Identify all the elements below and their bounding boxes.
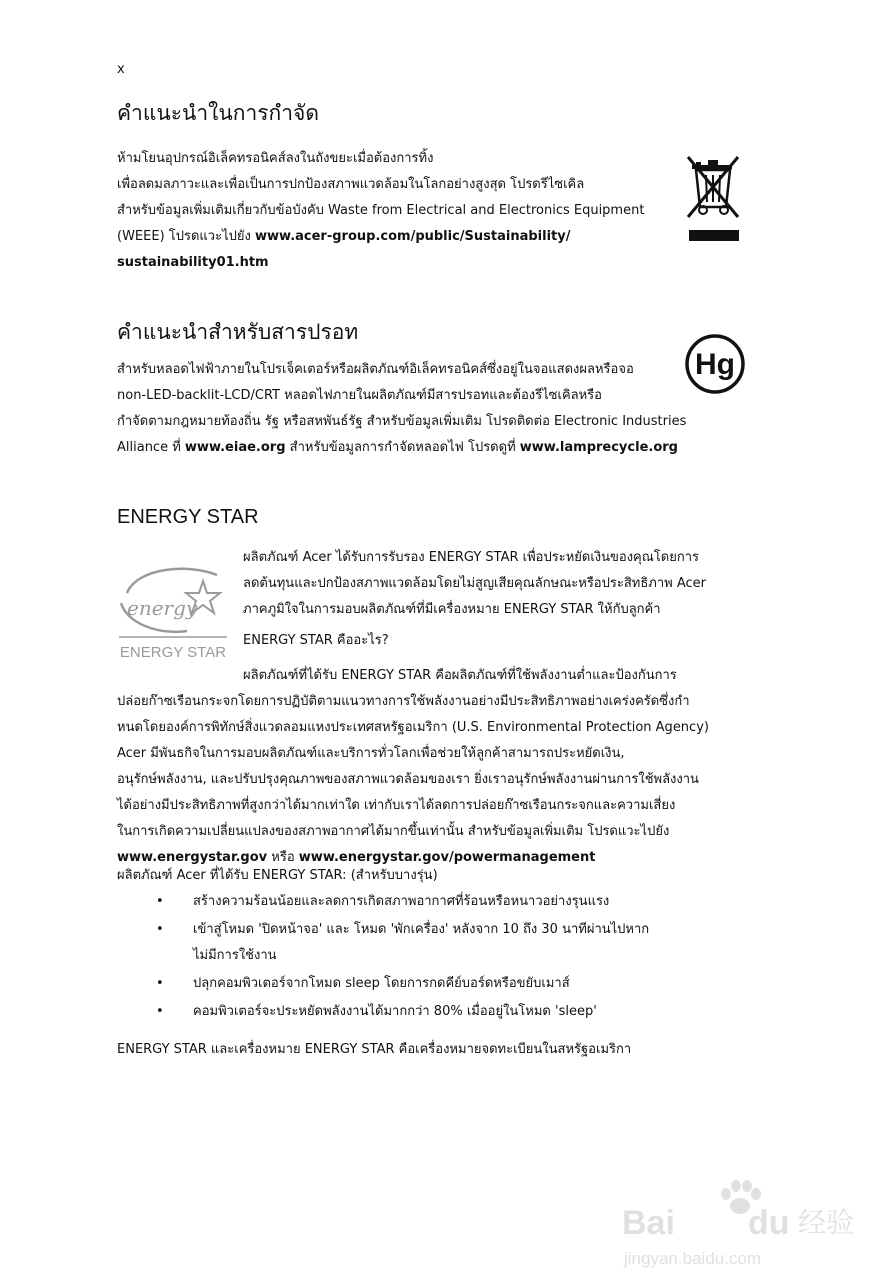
energy-bullet-list — [150, 889, 649, 1027]
list-item-text: คอมพิวเตอร์จะประหยัดพลังงานได้มากกว่า 80% เมื่ออยู่ในโหมด 'sleep' — [193, 1004, 597, 1019]
mercury-title: คำแนะนำสำหรับสารปรอท — [117, 320, 359, 344]
energy-footer-note: ENERGY STAR และเครื่องหมาย ENERGY STAR คือเครื่องหมายจดทะเบียนในสหรัฐอเมริกา — [117, 1042, 632, 1057]
list-item-text-cont: ไม่มีการใช้งาน — [193, 948, 277, 963]
mercury-line: สำหรับหลอดไฟฟ้าภายในโปรเจ็คเตอร์หรือผลิตภัณฑ์อิเล็คทรอนิคส์ซึ่งอยู่ในจอแสดงผลหรือจอ — [117, 362, 634, 377]
list-item-text: เข้าสู่โหมด 'ปิดหน้าจอ' และ โหมด 'พักเครื่อง' หลังจาก 10 ถึง 30 นาทีผ่านไปหาก — [193, 922, 650, 937]
energy-body-line: ปล่อยก๊าซเรือนกระจกโดยการปฏิบัติตามแนวทางการใช้พลังงานอย่างมีประสิทธิภาพอย่างเคร่งครัดซึ่งกำ — [117, 694, 690, 709]
energy-body — [117, 689, 709, 871]
weee-text: (WEEE) โปรดแวะไปยัง — [117, 229, 251, 244]
bullet-icon: • — [156, 976, 164, 991]
lamp-disposal-text: สำหรับข้อมูลการกำจัดหลอดไฟ โปรดดูที่ — [289, 440, 516, 455]
mercury-paragraph — [117, 357, 686, 461]
acer-sustainability-link[interactable]: www.acer-group.com/public/Sustainability/ — [255, 229, 571, 244]
page-marker: x — [117, 62, 125, 77]
baidu-watermark — [620, 1172, 880, 1272]
energy-star-title: ENERGY STAR — [117, 506, 259, 528]
list-item — [150, 971, 649, 997]
disposal-line — [117, 224, 644, 250]
list-item — [150, 889, 649, 915]
list-item — [150, 917, 649, 969]
mercury-hg-icon — [684, 333, 746, 395]
energy-what-is: ENERGY STAR คืออะไร? — [243, 633, 389, 648]
svg-text:du: du — [748, 1204, 790, 1242]
disposal-line: ห้ามโยนอุปกรณ์อิเล็คทรอนิคส์ลงในถังขยะเมื่อต้องการทิ้ง — [117, 151, 434, 166]
energy-intro-line: ลดต้นทุนและปกป้องสภาพแวดล้อมโดยไม่สูญเสียคุณลักษณะหรือประสิทธิภาพ Acer — [243, 576, 706, 591]
bullet-icon: • — [156, 894, 164, 909]
alliance-text: Alliance ที่ — [117, 440, 181, 455]
svg-text:jingyan.baidu.com: jingyan.baidu.com — [624, 1249, 762, 1268]
svg-text:ENERGY STAR: ENERGY STAR — [119, 644, 227, 661]
mercury-line: กำจัดตามกฎหมายท้องถิ่น รัฐ หรือสหพันธ์รัฐ สำหรับข้อมูลเพิ่มเติม โปรดติดต่อ Electronic Industries — [117, 414, 687, 429]
list-item-text: ปลุกคอมพิวเตอร์จากโหมด sleep โดยการกดคีย์บอร์ดหรือขยับเมาส์ — [193, 976, 570, 991]
mercury-line: non-LED-backlit-LCD/CRT หลอดไฟภายในผลิตภัณฑ์มีสารปรอทและต้องรีไซเคิลหรือ — [117, 388, 602, 403]
bullet-icon: • — [156, 1004, 164, 1019]
energy-intro-line: ผลิตภัณฑ์ Acer ได้รับการรับรอง ENERGY STAR เพื่อประหยัดเงินของคุณโดยการ — [243, 550, 700, 565]
disposal-title: คำแนะนำในการกำจัด — [117, 101, 320, 125]
energystar-link[interactable]: www.energystar.gov — [117, 850, 268, 865]
energy-body-line: Acer มีพันธกิจในการมอบผลิตภัณฑ์และบริการทั่วโลกเพื่อช่วยให้ลูกค้าสามารถประหยัดเงิน, — [117, 746, 625, 761]
energy-star-logo — [117, 553, 229, 663]
svg-text:Hg: Hg — [695, 348, 735, 381]
eiae-link[interactable]: www.eiae.org — [184, 440, 286, 455]
powermanagement-link[interactable]: www.energystar.gov/powermanagement — [298, 850, 596, 865]
list-item — [150, 999, 649, 1025]
list-item-text: สร้างความร้อนน้อยและลดการเกิดสภาพอากาศที่ร้อนหรือหนาวอย่างรุนแรง — [193, 894, 610, 909]
energy-body-line: อนุรักษ์พลังงาน, และปรับปรุงคุณภาพของสภาพแวดล้อมของเรา ยิ่งเราอนุรักษ์พลังงานผ่านการใช้พลังงาน — [117, 772, 699, 787]
disposal-line: เพื่อลดมลภาวะและเพื่อเป็นการปกป้องสภาพแวดล้อมในโลกอย่างสูงสุด โปรดรีไซเคิล — [117, 177, 585, 192]
disposal-line — [117, 250, 644, 276]
lamprecycle-link[interactable]: www.lamprecycle.org — [519, 440, 678, 455]
products-intro: ผลิตภัณฑ์ Acer ที่ได้รับ ENERGY STAR: (สำหรับบางรุ่น) — [117, 868, 438, 883]
energy-intro — [243, 545, 706, 623]
disposal-paragraph — [117, 146, 644, 276]
energy-body-first: ผลิตภัณฑ์ที่ได้รับ ENERGY STAR คือผลิตภัณฑ์ที่ใช้พลังงานต่ำและป้องกันการ — [243, 668, 677, 683]
energy-body-line: หนดโดยองค์การพิทักษ์สิ่งแวดลอมแหงประเทศสหรัฐอเมริกา (U.S. Environmental Protection Agency) — [117, 720, 709, 735]
acer-sustainability-link-cont[interactable]: sustainability01.htm — [117, 255, 269, 270]
mercury-line — [117, 435, 686, 461]
energy-intro-line: ภาคภูมิใจในการมอบผลิตภัณฑ์ที่มีเครื่องหมาย ENERGY STAR ให้กับลูกค้า — [243, 602, 661, 617]
energy-body-line: ได้อย่างมีประสิทธิภาพที่สูงกว่าได้มากเท่าใด เท่ากับเราได้ลดการปล่อยก๊าซเรือนกระจกและความเสี่ยง — [117, 798, 676, 813]
svg-text:Bai: Bai — [622, 1204, 675, 1242]
svg-text:energy: energy — [127, 596, 198, 620]
energy-body-line: ในการเกิดความเปลี่ยนแปลงของสภาพอากาศได้มากขึ้นเท่านั้น สำหรับข้อมูลเพิ่มเติม โปรดแวะไปยัง — [117, 824, 670, 839]
bullet-icon: • — [156, 922, 164, 937]
crossed-out-wheeled-bin-icon — [684, 152, 742, 244]
svg-text:经验: 经验 — [798, 1206, 855, 1239]
or-text: หรือ — [271, 850, 295, 865]
disposal-line: สำหรับข้อมูลเพิ่มเติมเกี่ยวกับข้อบังคับ Waste from Electrical and Electronics Equipment — [117, 203, 645, 218]
